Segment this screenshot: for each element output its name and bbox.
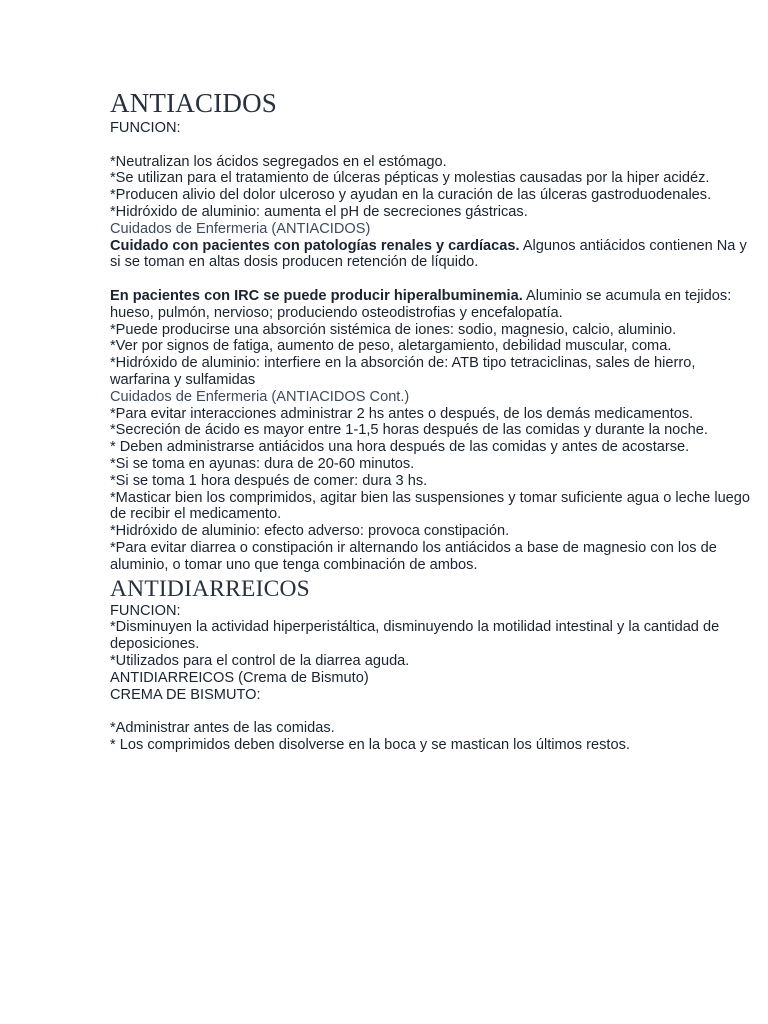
crema-subheading: ANTIDIARREICOS (Crema de Bismuto) <box>110 669 369 686</box>
irc-paragraph <box>110 288 758 322</box>
renal-text: Algunos antiácidos contienen Na y si se toman en altas dosis producen retención de líquido. <box>110 237 751 271</box>
cont-item: *Si se toma 1 hora después de comer: dura 3 hs. <box>110 472 428 489</box>
crema-item: * Los comprimidos deben disolverse en la boca y se mastican los últimos restos. <box>110 736 630 753</box>
funcion-item: *Disminuyen la actividad hiperperistáltica, disminuyendo la motilidad intestinal y la cantidad de deposiciones. <box>110 619 724 653</box>
funcion-item: *Hidróxido de aluminio: aumenta el pH de secreciones gástricas. <box>110 203 528 220</box>
irc-bold: En pacientes con IRC se puede producir hiperalbuminemia. <box>110 287 523 304</box>
renal-bold: Cuidado con pacientes con patologías renales y cardíacas. <box>110 237 520 254</box>
funcion-label: FUNCION: <box>110 602 181 619</box>
cont-item: *Masticar bien los comprimidos, agitar bien las suspensiones y tomar suficiente agua o leche luego de recibir el medicamento. <box>110 489 755 523</box>
section-title-antidiarreicos: ANTIDIARREICOS <box>110 575 310 602</box>
document-page <box>110 86 758 754</box>
spacer <box>110 271 758 288</box>
funcion-item: *Se utilizan para el tratamiento de úlceras pépticas y molestias causadas por la hiper acidéz. <box>110 170 710 187</box>
cont-item: *Si se toma en ayunas: dura de 20-60 minutos. <box>110 455 415 472</box>
cuidados-item: *Ver por signos de fatiga, aumento de peso, aletargamiento, debilidad muscular, coma. <box>110 338 672 355</box>
crema-item: *Administrar antes de las comidas. <box>110 720 335 737</box>
cont-item: *Para evitar diarrea o constipación ir alternando los antiácidos a base de magnesio con los de aluminio, o tomar uno que tenga combinación de ambos. <box>110 539 721 573</box>
crema-label: CREMA DE BISMUTO: <box>110 686 261 703</box>
cuidados-cont-heading: Cuidados de Enfermeria (ANTIACIDOS Cont.) <box>110 388 410 405</box>
spacer <box>110 703 758 720</box>
cont-item: *Hidróxido de aluminio: efecto adverso: provoca constipación. <box>110 523 510 540</box>
cont-item: *Para evitar interacciones administrar 2 hs antes o después, de los demás medicamentos. <box>110 405 694 422</box>
cuidados-item: *Puede producirse una absorción sistémica de iones: sodio, magnesio, calcio, aluminio. <box>110 321 677 338</box>
funcion-item: *Producen alivio del dolor ulceroso y ayudan en la curación de las úlceras gastroduodenales. <box>110 187 712 204</box>
cont-item: *Secreción de ácido es mayor entre 1-1,5 horas después de las comidas y durante la noche. <box>110 422 708 439</box>
irc-text: Aluminio se acumula en tejidos: hueso, pulmón, nervioso; produciendo osteodistrofias y encefalopatía. <box>110 287 736 321</box>
section-title-antiacidos: ANTIACIDOS <box>110 88 277 118</box>
cuidados-item: *Hidróxido de aluminio: interfiere en la absorción de: ATB tipo tetraciclinas, sales de hierro, warfarina y sulfamidas <box>110 355 700 388</box>
cuidados-heading: Cuidados de Enfermeria (ANTIACIDOS) <box>110 220 371 237</box>
cont-item: * Deben administrarse antiácidos una hora después de las comidas y antes de acostarse. <box>110 439 690 456</box>
funcion-label: FUNCION: <box>110 120 181 136</box>
funcion-item: *Neutralizan los ácidos segregados en el estómago. <box>110 153 447 170</box>
funcion-item: *Utilizados para el control de la diarrea aguda. <box>110 652 410 669</box>
spacer <box>110 137 758 154</box>
renal-paragraph <box>110 238 758 272</box>
